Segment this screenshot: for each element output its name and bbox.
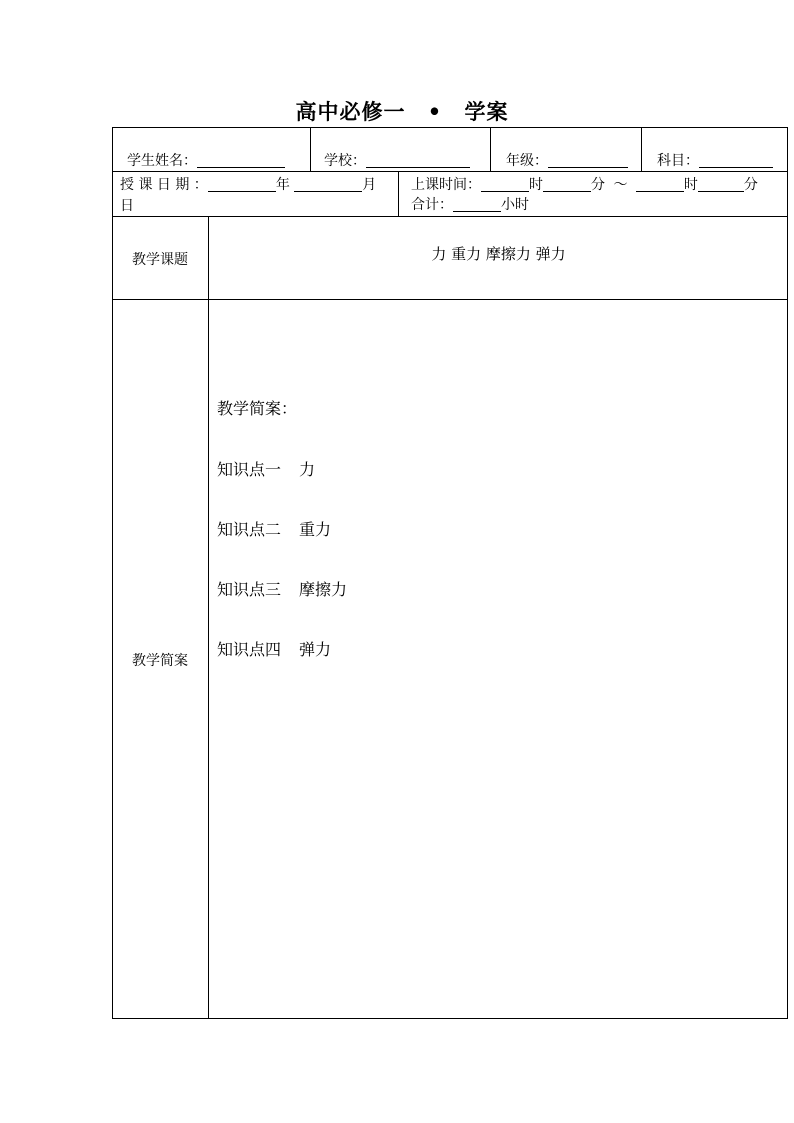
row-divider-1 — [112, 171, 788, 172]
knowledge-point-name: 重力 — [299, 520, 332, 539]
col-divider-time — [398, 171, 399, 216]
lesson-date-field[interactable] — [120, 175, 376, 195]
title-separator: • — [427, 99, 443, 124]
plan-heading: 教学简案： — [217, 399, 298, 418]
knowledge-point-label: 知识点三 — [217, 580, 282, 599]
date-label: 授 课 日 期 ： — [120, 177, 208, 193]
plan-label: 教学简案 — [132, 653, 188, 669]
total-hours-blank[interactable] — [453, 197, 501, 212]
col-divider-grade — [490, 127, 491, 171]
knowledge-point — [217, 637, 331, 660]
student-name-label: 学生姓名： — [127, 153, 197, 169]
subject-blank[interactable] — [699, 153, 773, 168]
start-minute-label: 分 — [591, 177, 605, 193]
title-course: 高中必修一 — [295, 99, 406, 124]
col-divider-school — [310, 127, 311, 171]
start-hour-blank[interactable] — [481, 177, 529, 192]
title-type: 学案 — [464, 99, 509, 124]
year-label: 年 — [275, 177, 290, 193]
knowledge-point-label: 知识点一 — [217, 460, 282, 479]
col-divider-subject — [641, 127, 642, 171]
school-blank[interactable] — [366, 153, 470, 168]
total-label: 合计： — [411, 197, 453, 213]
school-field[interactable] — [324, 151, 470, 171]
year-blank[interactable] — [208, 177, 276, 192]
knowledge-point — [217, 517, 331, 540]
knowledge-point-name: 弹力 — [299, 640, 332, 659]
end-hour-label: 时 — [683, 177, 698, 193]
knowledge-point-name: 力 — [299, 460, 316, 479]
end-minute-label: 分 — [743, 177, 758, 193]
student-name-field[interactable] — [127, 151, 285, 171]
subject-field[interactable] — [657, 151, 773, 171]
start-minute-blank[interactable] — [543, 177, 591, 192]
knowledge-point-label: 知识点四 — [217, 640, 282, 659]
school-label: 学校： — [324, 153, 366, 169]
row-divider-3 — [112, 299, 788, 300]
grade-field[interactable] — [506, 151, 628, 171]
grade-blank[interactable] — [548, 153, 628, 168]
row-divider-2 — [112, 216, 788, 217]
subject-label: 科目： — [657, 153, 699, 169]
grade-label: 年级： — [506, 153, 548, 169]
day-label: 日 — [120, 198, 134, 214]
hours-label: 小时 — [501, 197, 529, 213]
total-time-field[interactable] — [411, 195, 529, 215]
class-time-field[interactable] — [411, 175, 758, 195]
month-blank[interactable] — [294, 177, 362, 192]
page-title — [0, 96, 794, 126]
student-name-blank[interactable] — [197, 153, 285, 168]
knowledge-point-name: 摩擦力 — [299, 580, 348, 599]
class-time-label: 上课时间： — [411, 177, 481, 193]
time-range-tilde: ～ — [613, 177, 628, 193]
knowledge-point — [217, 457, 315, 480]
knowledge-point — [217, 577, 347, 600]
topic-value: 力 重力 摩擦力 弹力 — [431, 245, 566, 263]
start-hour-label: 时 — [529, 177, 543, 193]
month-label: 月 — [362, 177, 377, 193]
end-minute-blank[interactable] — [698, 177, 744, 192]
topic-label: 教学课题 — [132, 252, 188, 268]
col-divider-label — [208, 216, 209, 1019]
end-hour-blank[interactable] — [636, 177, 684, 192]
knowledge-point-label: 知识点二 — [217, 520, 282, 539]
